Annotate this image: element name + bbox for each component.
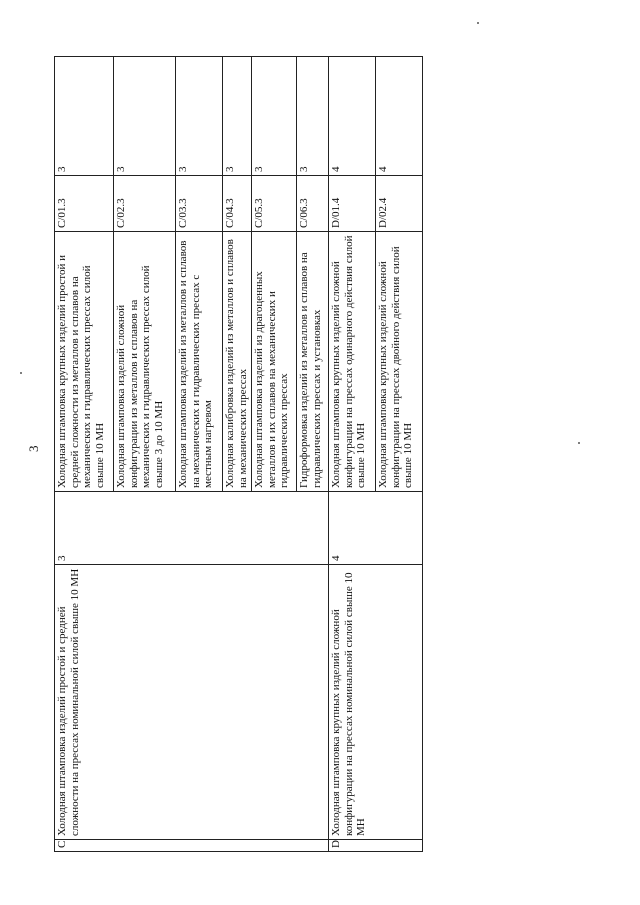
scan-speck (477, 22, 479, 24)
function-level: 3 (297, 57, 329, 176)
group-name: Холодная штамповка крупных изделий сложной конфигурации на прессах номинальной силой свыше 10 МН (329, 565, 423, 840)
function-code: C/02.3 (114, 176, 176, 232)
scan-speck (578, 442, 580, 444)
function-level: 4 (376, 57, 423, 176)
table-row (55, 57, 114, 852)
function-code: C/04.3 (223, 176, 252, 232)
function-name: Холодная штамповка крупных изделий простой и средней сложности из металлов и сплавов на механических и гидравлических прессах силой свыше 10 МН (55, 232, 114, 492)
group-level: 3 (55, 492, 329, 565)
scan-speck (20, 372, 22, 374)
group-code: C (55, 840, 329, 852)
table-row (329, 57, 376, 852)
function-name: Холодная калибровка изделий из металлов и сплавов на механических прессах (223, 232, 252, 492)
function-level: 3 (252, 57, 297, 176)
function-level: 4 (329, 57, 376, 176)
function-code: D/01.4 (329, 176, 376, 232)
group-level: 4 (329, 492, 423, 565)
function-code: C/06.3 (297, 176, 329, 232)
page-number: 3 (26, 445, 41, 452)
function-name: Холодная штамповка изделий из драгоценных металлов и их сплавов на механических и гидравлических прессах (252, 232, 297, 492)
function-level: 3 (114, 57, 176, 176)
function-name: Холодная штамповка изделий из металлов и сплавов на механических и гидравлических прессах с местным нагревом (176, 232, 223, 492)
function-name: Холодная штамповка изделий сложной конфигурации из металлов и сплавов на механических и гидравлических прессах силой свыше 3 до 10 МН (114, 232, 176, 492)
group-code: D (329, 840, 423, 852)
function-code: D/02.4 (376, 176, 423, 232)
function-name: Гидроформовка изделий из металлов и сплавов на гидравлических прессах и установках (297, 232, 329, 492)
function-code: C/03.3 (176, 176, 223, 232)
function-level: 3 (176, 57, 223, 176)
function-name: Холодная штамповка крупных изделий сложной конфигурации на прессах одинарного действия силой свыше 10 МН (329, 232, 376, 492)
function-code: C/01.3 (55, 176, 114, 232)
function-level: 3 (223, 57, 252, 176)
function-code: C/05.3 (252, 176, 297, 232)
functions-table (54, 56, 423, 852)
function-level: 3 (55, 57, 114, 176)
functions-table-wrapper (54, 57, 422, 852)
function-name: Холодная штамповка крупных изделий сложной конфигурации на прессах двойного действия силой свыше 10 МН (376, 232, 423, 492)
group-name: Холодная штамповка изделий простой и средней сложности на прессах номинальной силой свыше 10 МН (55, 565, 329, 840)
